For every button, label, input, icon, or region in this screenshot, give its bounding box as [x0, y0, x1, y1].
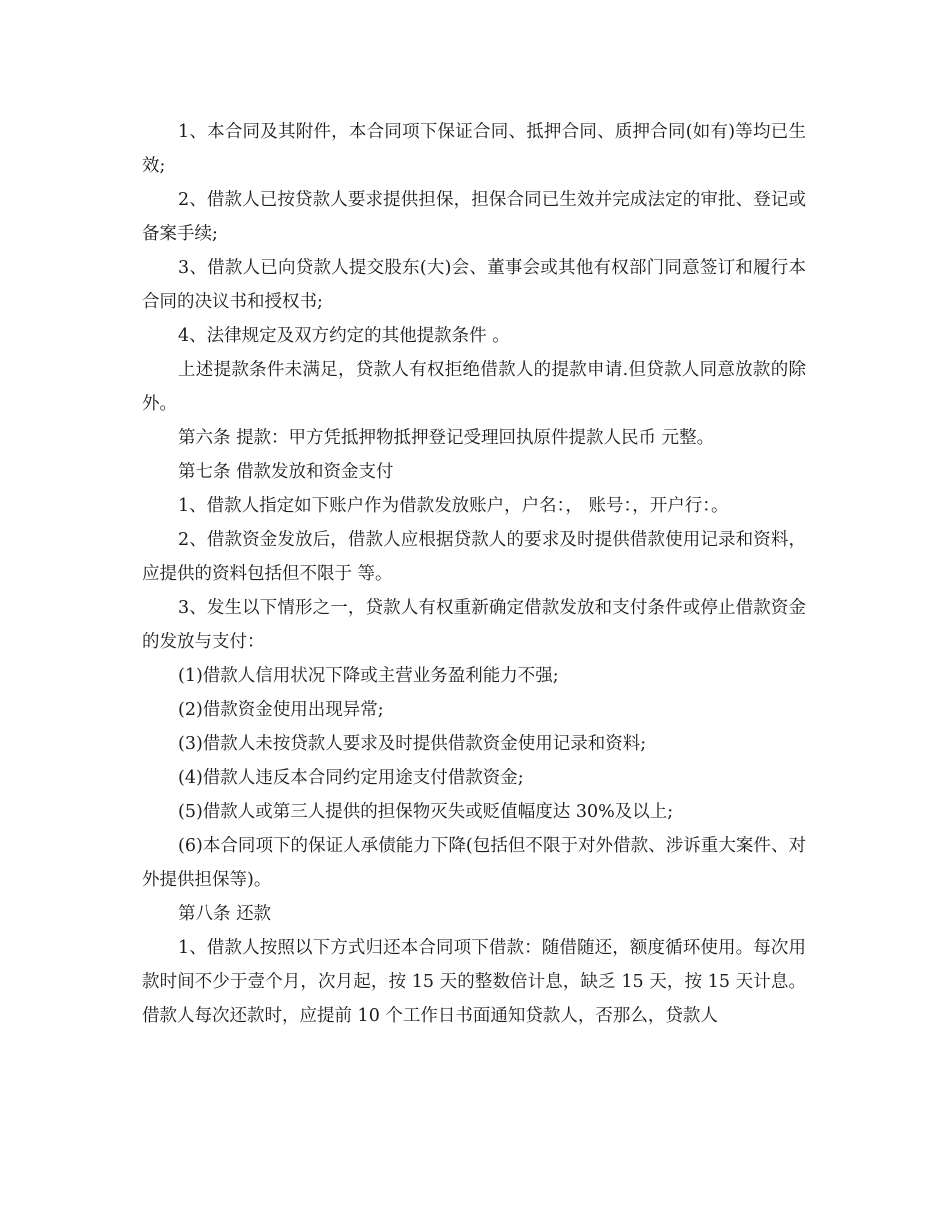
- article-7-clause-3: 3、发生以下情形之一，贷款人有权重新确定借款发放和支付条件或停止借款资金的发放与支付：: [142, 598, 806, 652]
- document-page: [142, 115, 806, 1033]
- list-item-5: (5)借款人或第三人提供的担保物灭失或贬值幅度达 30%及以上;: [178, 802, 674, 822]
- clause-3-board-resolution: 3、借款人已向贷款人提交股东(大)会、董事会或其他有权部门同意签订和履行本合同的决议书和授权书;: [142, 258, 806, 312]
- list-item-4: (4)借款人违反本合同约定用途支付借款资金;: [178, 768, 524, 788]
- article-6-heading: 第六条 提款：甲方凭抵押物抵押登记受理回执原件提款人民币 元整。: [178, 428, 715, 448]
- article-7-clause-1: 1、借款人指定如下账户作为借款发放账户，户名：， 账号：，开户行：。: [178, 496, 729, 516]
- clause-4-other-conditions: 4、法律规定及双方约定的其他提款条件 。: [178, 326, 510, 346]
- list-item-1: (1)借款人信用状况下降或主营业务盈利能力不强;: [178, 666, 559, 686]
- article-8-clause-1: 1、借款人按照以下方式归还本合同项下借款：随借随还，额度循环使用。每次用款时间不少于壹个月，次月起，按 15 天的整数倍计息，缺乏 15 天，按 15 天计息。借款人每次还款时，应提前 10 个工作日书面通知贷款人，否那么，贷款人: [142, 938, 806, 1026]
- list-item-3: (3)借款人未按贷款人要求及时提供借款资金使用记录和资料;: [178, 734, 647, 754]
- clause-1-contracts-effective: 1、本合同及其附件，本合同项下保证合同、抵押合同、质押合同(如有)等均已生效;: [142, 122, 806, 176]
- article-8-heading: 第八条 还款: [178, 904, 272, 924]
- list-item-2: (2)借款资金使用出现异常;: [178, 700, 384, 720]
- clause-2-guarantee-provided: 2、借款人已按贷款人要求提供担保，担保合同已生效并完成法定的审批、登记或备案手续;: [142, 190, 806, 244]
- conditions-unmet-note: 上述提款条件未满足，贷款人有权拒绝借款人的提款申请.但贷款人同意放款的除外。: [142, 360, 806, 414]
- article-7-heading: 第七条 借款发放和资金支付: [178, 462, 394, 482]
- list-item-6: (6)本合同项下的保证人承债能力下降(包括但不限于对外借款、涉诉重大案件、对外提供担保等)。: [142, 836, 806, 890]
- article-7-clause-2: 2、借款资金发放后，借款人应根据贷款人的要求及时提供借款使用记录和资料，应提供的资料包括但不限于 等。: [142, 530, 806, 584]
